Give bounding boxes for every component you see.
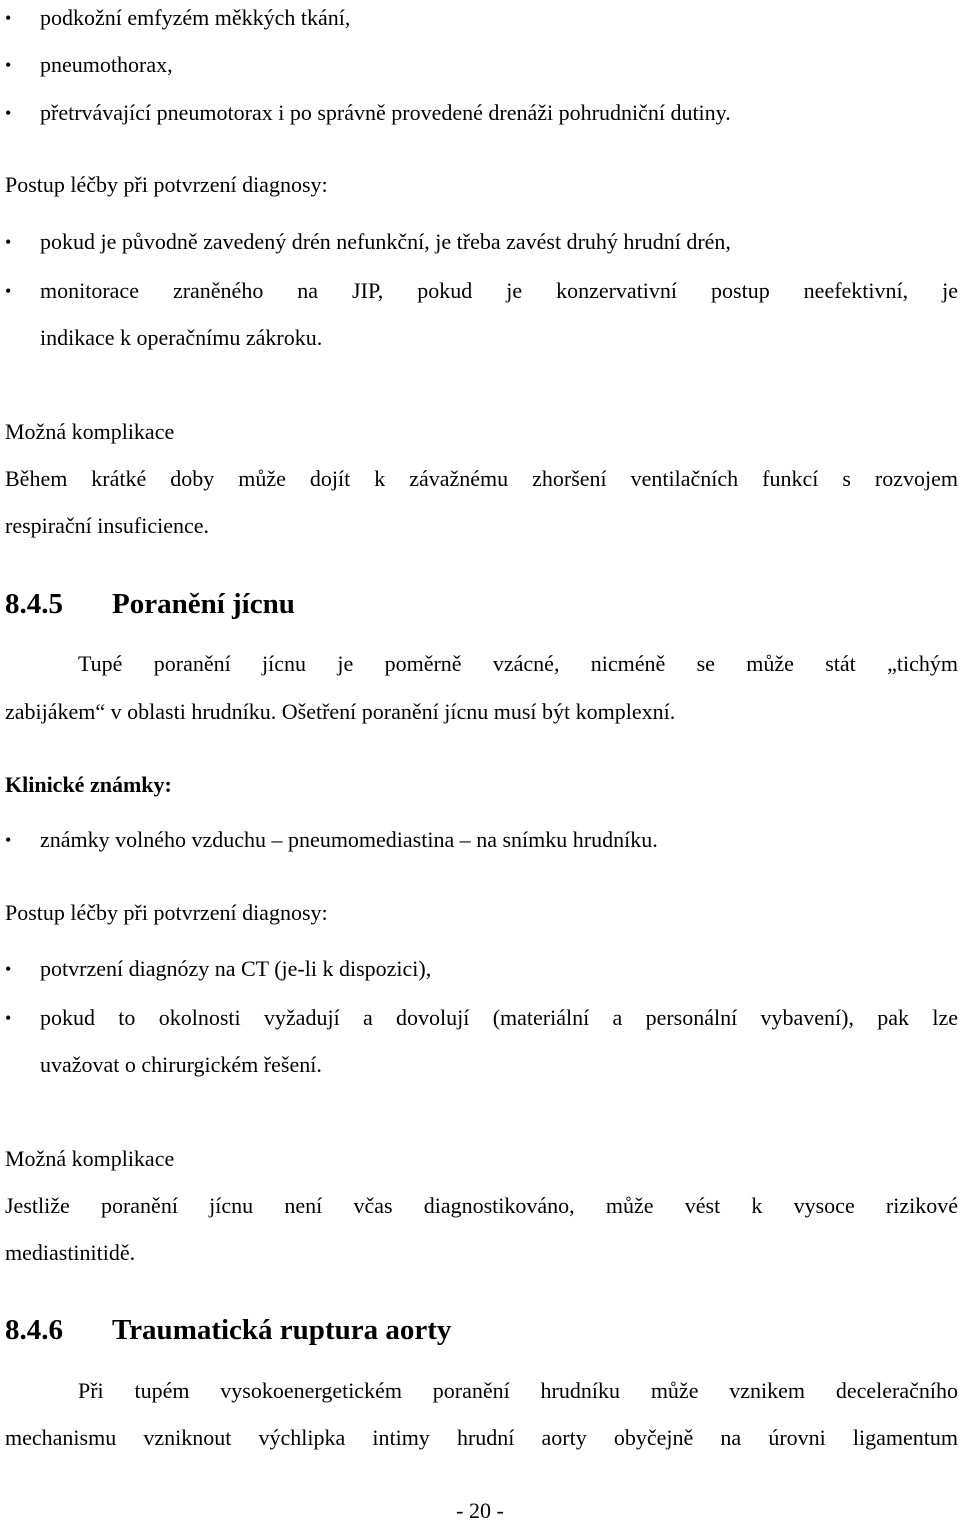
bullet-icon: • — [5, 55, 12, 75]
paragraph-line: Během krátké doby může dojít k závažnému zhoršení ventilačních funkcí s rozvojem — [5, 466, 958, 491]
section-number: 8.4.6 — [5, 1314, 63, 1346]
list-item: potvrzení diagnózy na CT (je-li k dispozici), — [40, 956, 432, 981]
list-item-continuation: indikace k operačnímu zákroku. — [40, 325, 323, 350]
paragraph-line: mediastinitidě. — [5, 1240, 136, 1265]
list-item: monitorace zraněného na JIP, pokud je konzervativní postup neefektivní, je — [40, 278, 958, 303]
section-number: 8.4.5 — [5, 588, 63, 620]
section-title: Poranění jícnu — [112, 588, 295, 620]
paragraph-line: Při tupém vysokoenergetickém poranění hrudníku může vznikem deceleračního — [78, 1378, 958, 1403]
subheading-postup-lecby: Postup léčby při potvrzení diagnosy: — [5, 172, 328, 197]
section-heading-845 — [5, 586, 958, 622]
list-item: pneumothorax, — [40, 52, 173, 77]
section-heading-846 — [5, 1312, 958, 1348]
bullet-icon: • — [5, 281, 12, 301]
bullet-icon: • — [5, 232, 12, 252]
paragraph-line: Tupé poranění jícnu je poměrně vzácné, nicméně se může stát „tichým — [78, 651, 958, 676]
paragraph-line: Jestliže poranění jícnu není včas diagnostikováno, může vést k vysoce rizikové — [5, 1193, 958, 1218]
bullet-icon: • — [5, 103, 12, 123]
list-item: podkožní emfyzém měkkých tkání, — [40, 5, 351, 30]
paragraph-line: zabijákem“ v oblasti hrudníku. Ošetření poranění jícnu musí být komplexní. — [5, 699, 676, 724]
bullet-icon: • — [5, 959, 12, 979]
subheading-klinicke-znamky: Klinické známky: — [5, 772, 172, 797]
subheading-postup-lecby: Postup léčby při potvrzení diagnosy: — [5, 900, 328, 925]
list-item-continuation: uvažovat o chirurgickém řešení. — [40, 1052, 322, 1077]
subheading-mozna-komplikace: Možná komplikace — [5, 419, 175, 444]
list-item: známky volného vzduchu – pneumomediastina – na snímku hrudníku. — [40, 827, 658, 852]
section-title: Traumatická ruptura aorty — [112, 1314, 452, 1346]
paragraph-line: respirační insuficience. — [5, 513, 210, 538]
bullet-icon: • — [5, 8, 12, 28]
list-item: pokud je původně zavedený drén nefunkční, je třeba zavést druhý hrudní drén, — [40, 229, 731, 254]
subheading-mozna-komplikace: Možná komplikace — [5, 1146, 175, 1171]
list-item: pokud to okolnosti vyžadují a dovolují (materiální a personální vybavení), pak lze — [40, 1005, 958, 1030]
paragraph-line: mechanismu vzniknout výchlipka intimy hrudní aorty obyčejně na úrovni ligamentum — [5, 1425, 958, 1450]
page-number: - 20 - — [456, 1498, 504, 1523]
bullet-icon: • — [5, 830, 12, 850]
bullet-icon: • — [5, 1008, 12, 1028]
list-item: přetrvávající pneumotorax i po správně provedené drenáži pohrudniční dutiny. — [40, 100, 731, 125]
